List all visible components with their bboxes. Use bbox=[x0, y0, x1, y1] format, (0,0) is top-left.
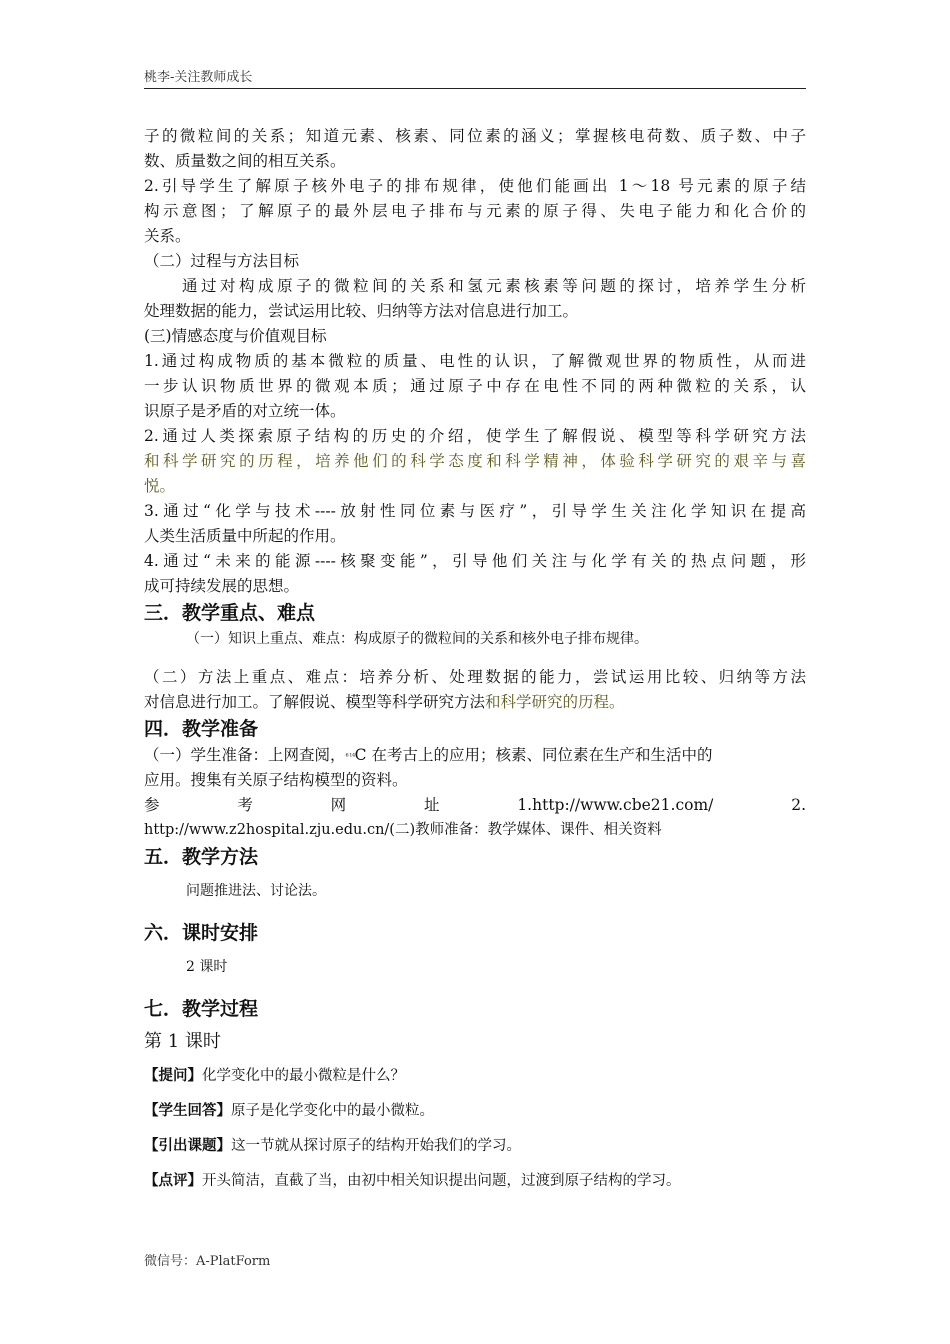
paragraph-line: 2.引导学生了解原子核外电子的排布规律，使他们能画出 1～18 号元素的原子结 bbox=[144, 177, 806, 195]
paragraph-line: 成可持续发展的思想。 bbox=[144, 577, 300, 595]
paragraph-line: 数、质量数之间的相互关系。 bbox=[144, 152, 346, 170]
text-run: 网 bbox=[330, 796, 347, 814]
qa-tag: 【点评】 bbox=[144, 1173, 202, 1189]
paragraph-line: 3.通过“化学与技术----放射性同位素与医疗”，引导学生关注化学知识在提高 bbox=[144, 502, 806, 520]
header-divider bbox=[144, 88, 806, 89]
qa-text: 化学变化中的最小微粒是什么？ bbox=[202, 1068, 405, 1084]
paragraph-line: 通过对构成原子的微粒间的关系和氢元素核素等问题的探讨，培养学生分析 bbox=[182, 277, 806, 295]
paragraph-line bbox=[144, 743, 806, 768]
document-body bbox=[144, 124, 806, 1201]
qa-item bbox=[144, 1096, 806, 1131]
qa-tag: 【引出课题】 bbox=[144, 1138, 231, 1154]
paragraph-line: 识原子是矛盾的对立统一体。 bbox=[144, 402, 346, 420]
paragraph-line: 4.通过“未来的能源----核聚变能”，引导他们关注与化学有关的热点问题，形 bbox=[144, 552, 806, 570]
paragraph-line bbox=[144, 690, 806, 715]
section-heading: 四．教学准备 bbox=[144, 718, 259, 740]
lesson-title: 第 1 课时 bbox=[144, 1031, 221, 1052]
section-heading: 三．教学重点、难点 bbox=[144, 602, 316, 624]
text-run: 和科学研究的历程。 bbox=[485, 693, 625, 711]
text-run: C 在考古上的应用；核素、同位素在生产和生活中的 bbox=[354, 746, 713, 764]
subsection-title: (三)情感态度与价值观目标 bbox=[144, 327, 327, 345]
reference-line bbox=[144, 793, 806, 818]
paragraph-line: 应用。搜集有关原子结构模型的资料。 bbox=[144, 771, 408, 789]
qa-item bbox=[144, 1061, 806, 1096]
paragraph-line: http://www.z2hospital.zju.edu.cn/(二)教师准备：教学媒体、课件、相关资料 bbox=[144, 822, 662, 838]
subsection-title: （二）过程与方法目标 bbox=[144, 252, 300, 270]
section-heading: 六．课时安排 bbox=[144, 922, 259, 944]
section-heading: 七．教学过程 bbox=[144, 998, 259, 1020]
paragraph-line: 和科学研究的历程，培养他们的科学态度和科学精神，体验科学研究的艰辛与喜 bbox=[144, 452, 806, 470]
text-run: 2. bbox=[791, 796, 806, 814]
paragraph-line: 子的微粒间的关系；知道元素、核素、同位素的涵义；掌握核电荷数、质子数、中子 bbox=[144, 127, 806, 145]
qa-item bbox=[144, 1166, 806, 1201]
paragraph-line: 一步认识物质世界的微观本质；通过原子中存在电性不同的两种微粒的关系，认 bbox=[144, 377, 806, 395]
paragraph-line: （一）知识上重点、难点：构成原子的微粒间的关系和核外电子排布规律。 bbox=[186, 631, 648, 647]
paragraph-line: 问题推进法、讨论法。 bbox=[186, 883, 326, 899]
paragraph-line: 1.通过构成物质的基本微粒的质量、电性的认识，了解微观世界的物质性，从而进 bbox=[144, 352, 806, 370]
qa-text: 开头简洁，直截了当，由初中相关知识提出问题，过渡到原子结构的学习。 bbox=[202, 1173, 681, 1189]
section-heading: 五．教学方法 bbox=[144, 846, 259, 868]
paragraph-line: 关系。 bbox=[144, 227, 191, 245]
qa-tag: 【提问】 bbox=[144, 1068, 202, 1084]
qa-text: 这一节就从探讨原子的结构开始我们的学习。 bbox=[231, 1138, 521, 1154]
qa-tag: 【学生回答】 bbox=[144, 1103, 231, 1119]
paragraph-line: 2.通过人类探索原子结构的历史的介绍，使学生了解假说、模型等科学研究方法 bbox=[144, 427, 806, 445]
paragraph-line: 人类生活质量中所起的作用。 bbox=[144, 527, 346, 545]
text-run: 参 bbox=[144, 796, 160, 814]
paragraph-line: 悦。 bbox=[144, 477, 176, 495]
text-run: 址 bbox=[423, 796, 440, 814]
paragraph-line: 处理数据的能力，尝试运用比较、归纳等方法对信息进行加工。 bbox=[144, 302, 579, 320]
qa-text: 原子是化学变化中的最小微粒。 bbox=[231, 1103, 434, 1119]
text-run: 对信息进行加工。了解假说、模型等科学研究方法 bbox=[144, 693, 486, 711]
page-footer: 微信号：A-PlatForm bbox=[144, 1254, 271, 1269]
reference-link[interactable]: 1.http://www.cbe21.com/ bbox=[517, 796, 714, 814]
page-header: 桃李-关注教师成长 bbox=[144, 70, 253, 85]
qa-item bbox=[144, 1131, 806, 1166]
isotope-notation: 6 14 bbox=[345, 752, 355, 759]
text-run: （一）学生准备：上网查阅， bbox=[144, 746, 346, 764]
paragraph-line: 2 课时 bbox=[186, 959, 228, 975]
paragraph-line: （二）方法上重点、难点：培养分析、处理数据的能力，尝试运用比较、归纳等方法 bbox=[144, 668, 806, 686]
paragraph-line: 构示意图；了解原子的最外层电子排布与元素的原子得、失电子能力和化合价的 bbox=[144, 202, 806, 220]
text-run: 考 bbox=[237, 796, 253, 814]
